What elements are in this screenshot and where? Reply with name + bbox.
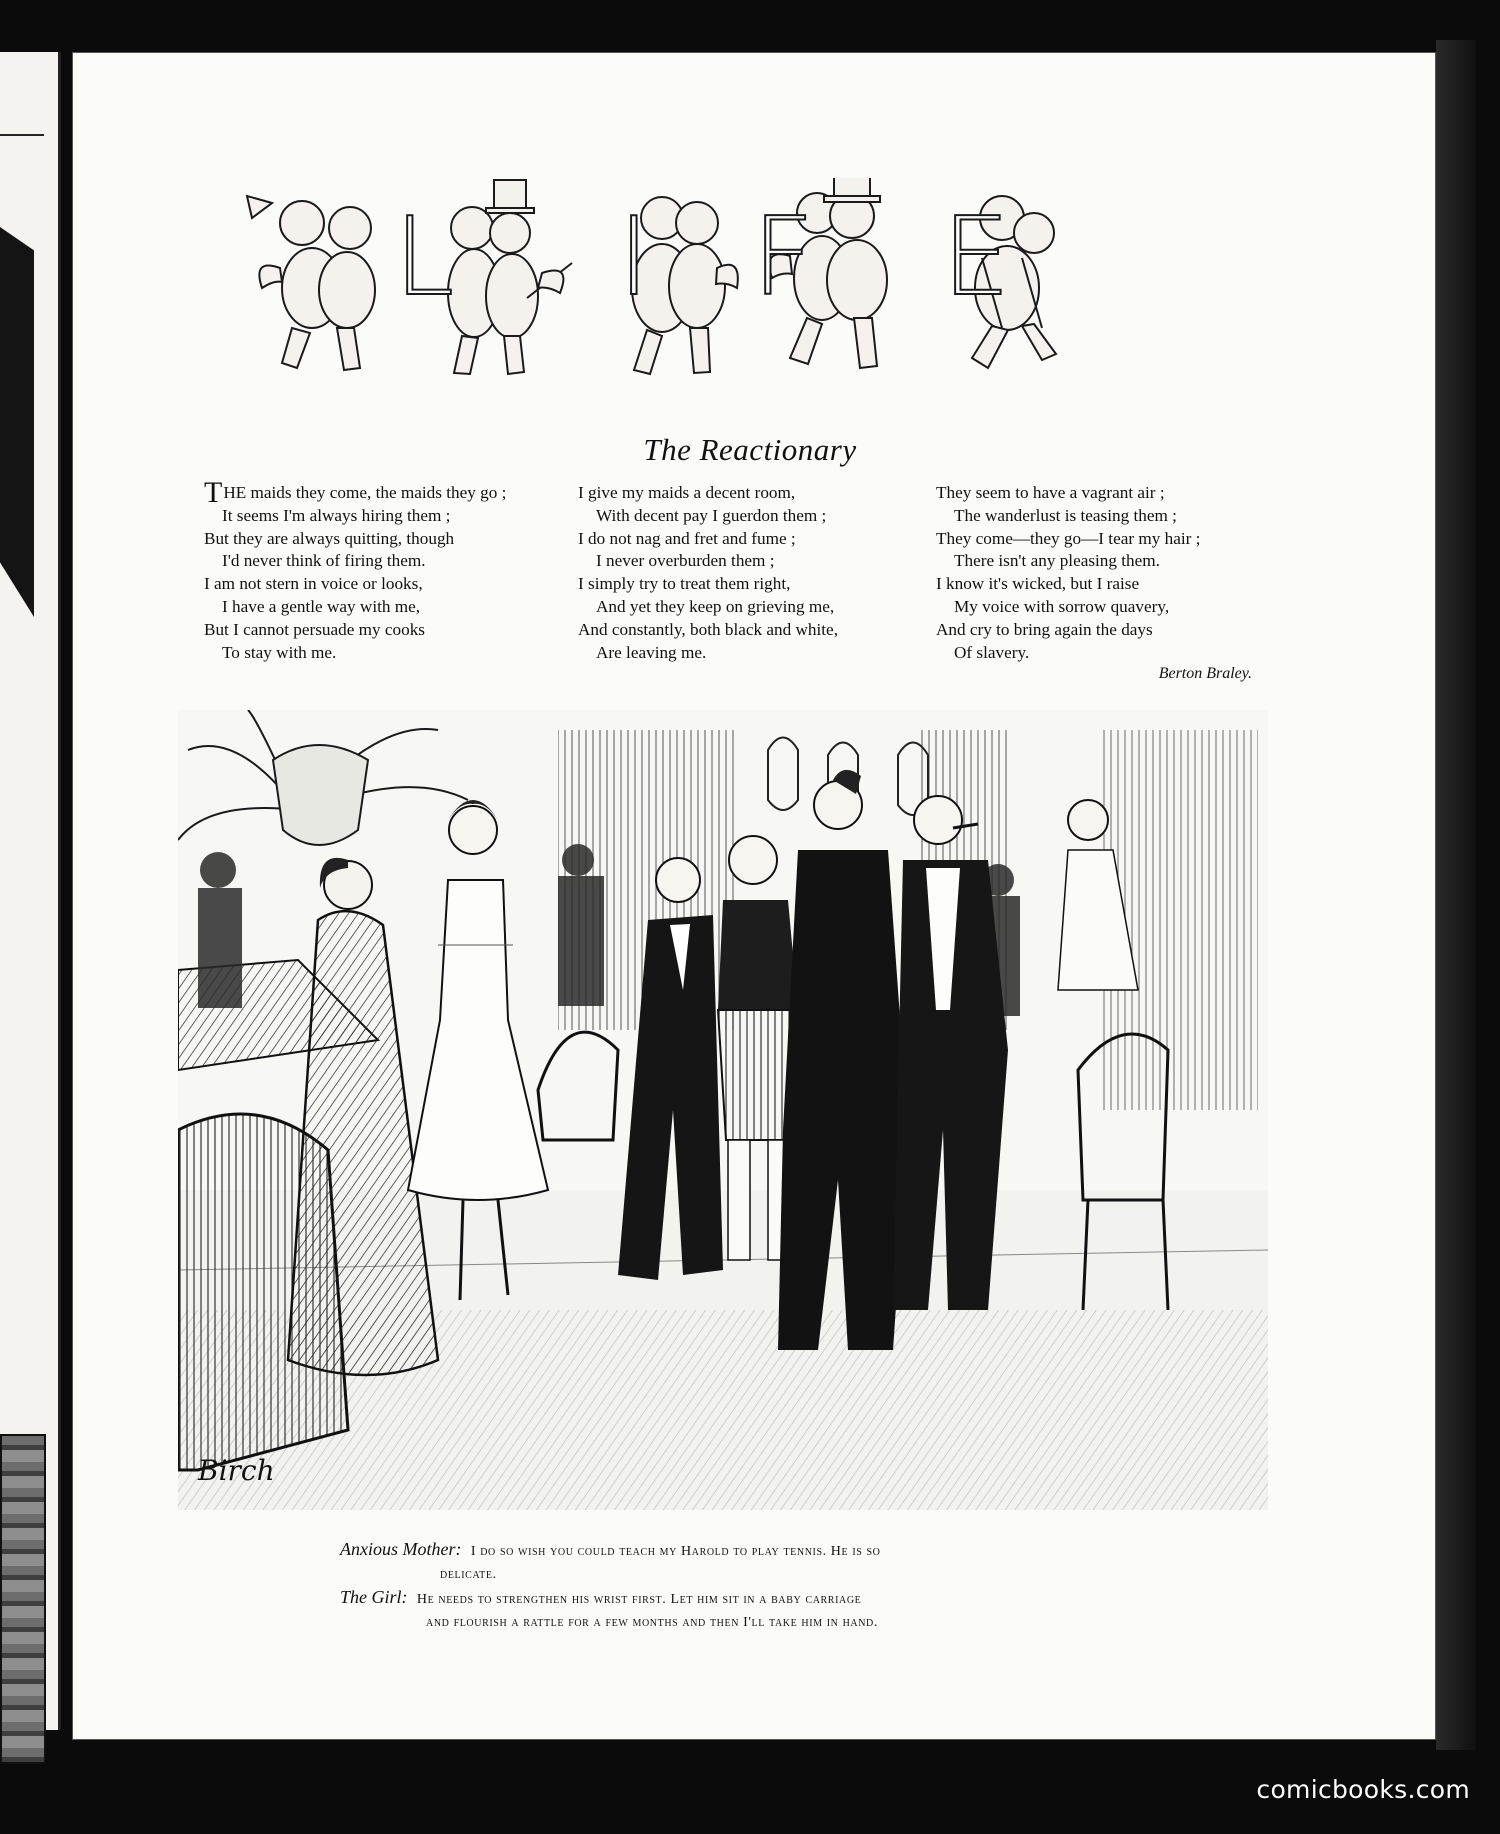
poem-line: And yet they keep on grieving me,: [596, 596, 835, 616]
page-binding-edge: [1436, 40, 1476, 1750]
poem-line: The wanderlust is teasing them ;: [954, 505, 1177, 525]
poem-line: And cry to bring again the days: [936, 619, 1153, 639]
poem-line: But I cannot persuade my cooks: [204, 619, 425, 639]
poem-line: [204, 476, 507, 509]
poem-line: My voice with sorrow quavery,: [954, 596, 1170, 616]
poem-line: Are leaving me.: [596, 642, 707, 662]
caption-text: delicate.: [440, 1567, 497, 1582]
cherub-figures: [242, 178, 1212, 398]
poem-line: They come—they go—I tear my hair ;: [936, 528, 1201, 548]
poem-line: I know it's wicked, but I raise: [936, 574, 1140, 594]
ballroom-drawing: [178, 710, 1268, 1510]
poem-line: I do not nag and fret and fume ;: [578, 528, 796, 548]
poem-line: But they are always quitting, though: [204, 528, 455, 548]
cartoon-caption: [340, 1538, 1140, 1634]
facing-page-photo: [0, 1434, 46, 1764]
masthead-letter-f: F: [752, 195, 815, 320]
poem-line: With decent pay I guerdon them ;: [596, 505, 827, 525]
poem-column-2: [578, 482, 838, 664]
masthead-letter-e: E: [942, 195, 1011, 320]
site-watermark: comicbooks.com: [1256, 1775, 1470, 1804]
poem-line: I have a gentle way with me,: [222, 596, 421, 616]
masthead-letter-l: L: [394, 195, 455, 320]
poem-column-3: [936, 482, 1200, 664]
poem-line: I never overburden them ;: [596, 551, 775, 571]
facing-page-rule: [0, 134, 44, 136]
poem-line: They seem to have a vagrant air ;: [936, 483, 1165, 502]
poem-line: I simply try to treat them right,: [578, 574, 791, 594]
drop-cap: T: [204, 476, 223, 509]
poem-line: It seems I'm always hiring them ;: [222, 505, 451, 525]
poem-title: The Reactionary: [643, 432, 857, 467]
caption-text: He needs to strengthen his wrist first. Let him sit in a baby carriage: [416, 1592, 862, 1607]
artist-signature: Birch: [198, 1454, 275, 1487]
poem-line: I give my maids a decent room,: [578, 483, 796, 502]
ballroom-illustration: [178, 710, 1268, 1510]
poem-line: There isn't any pleasing them.: [954, 551, 1160, 571]
caption-row-2: [340, 1586, 1140, 1611]
poem-column-1: [204, 476, 507, 664]
facing-page-ad-shape: [0, 227, 34, 617]
poem-line: I am not stern in voice or looks,: [204, 574, 423, 594]
caption-row-1-cont: [340, 1563, 1140, 1586]
masthead-letter-i: I: [618, 195, 650, 320]
caption-row-1: [340, 1538, 1140, 1563]
caption-speaker: The Girl:: [340, 1587, 408, 1607]
caption-text: I do so wish you could teach my Harold to play tennis. He is so: [470, 1544, 881, 1559]
life-masthead: [242, 178, 1212, 398]
poem-author: Berton Braley.: [1158, 665, 1252, 682]
poem-line: Of slavery.: [954, 642, 1030, 662]
poem-line: And constantly, both black and white,: [578, 619, 838, 639]
caption-row-2-cont: [340, 1611, 1140, 1634]
poem-line: I'd never think of firing them.: [222, 551, 426, 571]
caption-speaker: Anxious Mother:: [340, 1539, 462, 1559]
facing-page-edge: [0, 52, 61, 1730]
poem-line-text: HE maids they come, the maids they go ;: [223, 483, 507, 502]
caption-text: and flourish a rattle for a few months and then I'll take him in hand.: [426, 1615, 878, 1630]
poem-line: To stay with me.: [222, 642, 337, 662]
